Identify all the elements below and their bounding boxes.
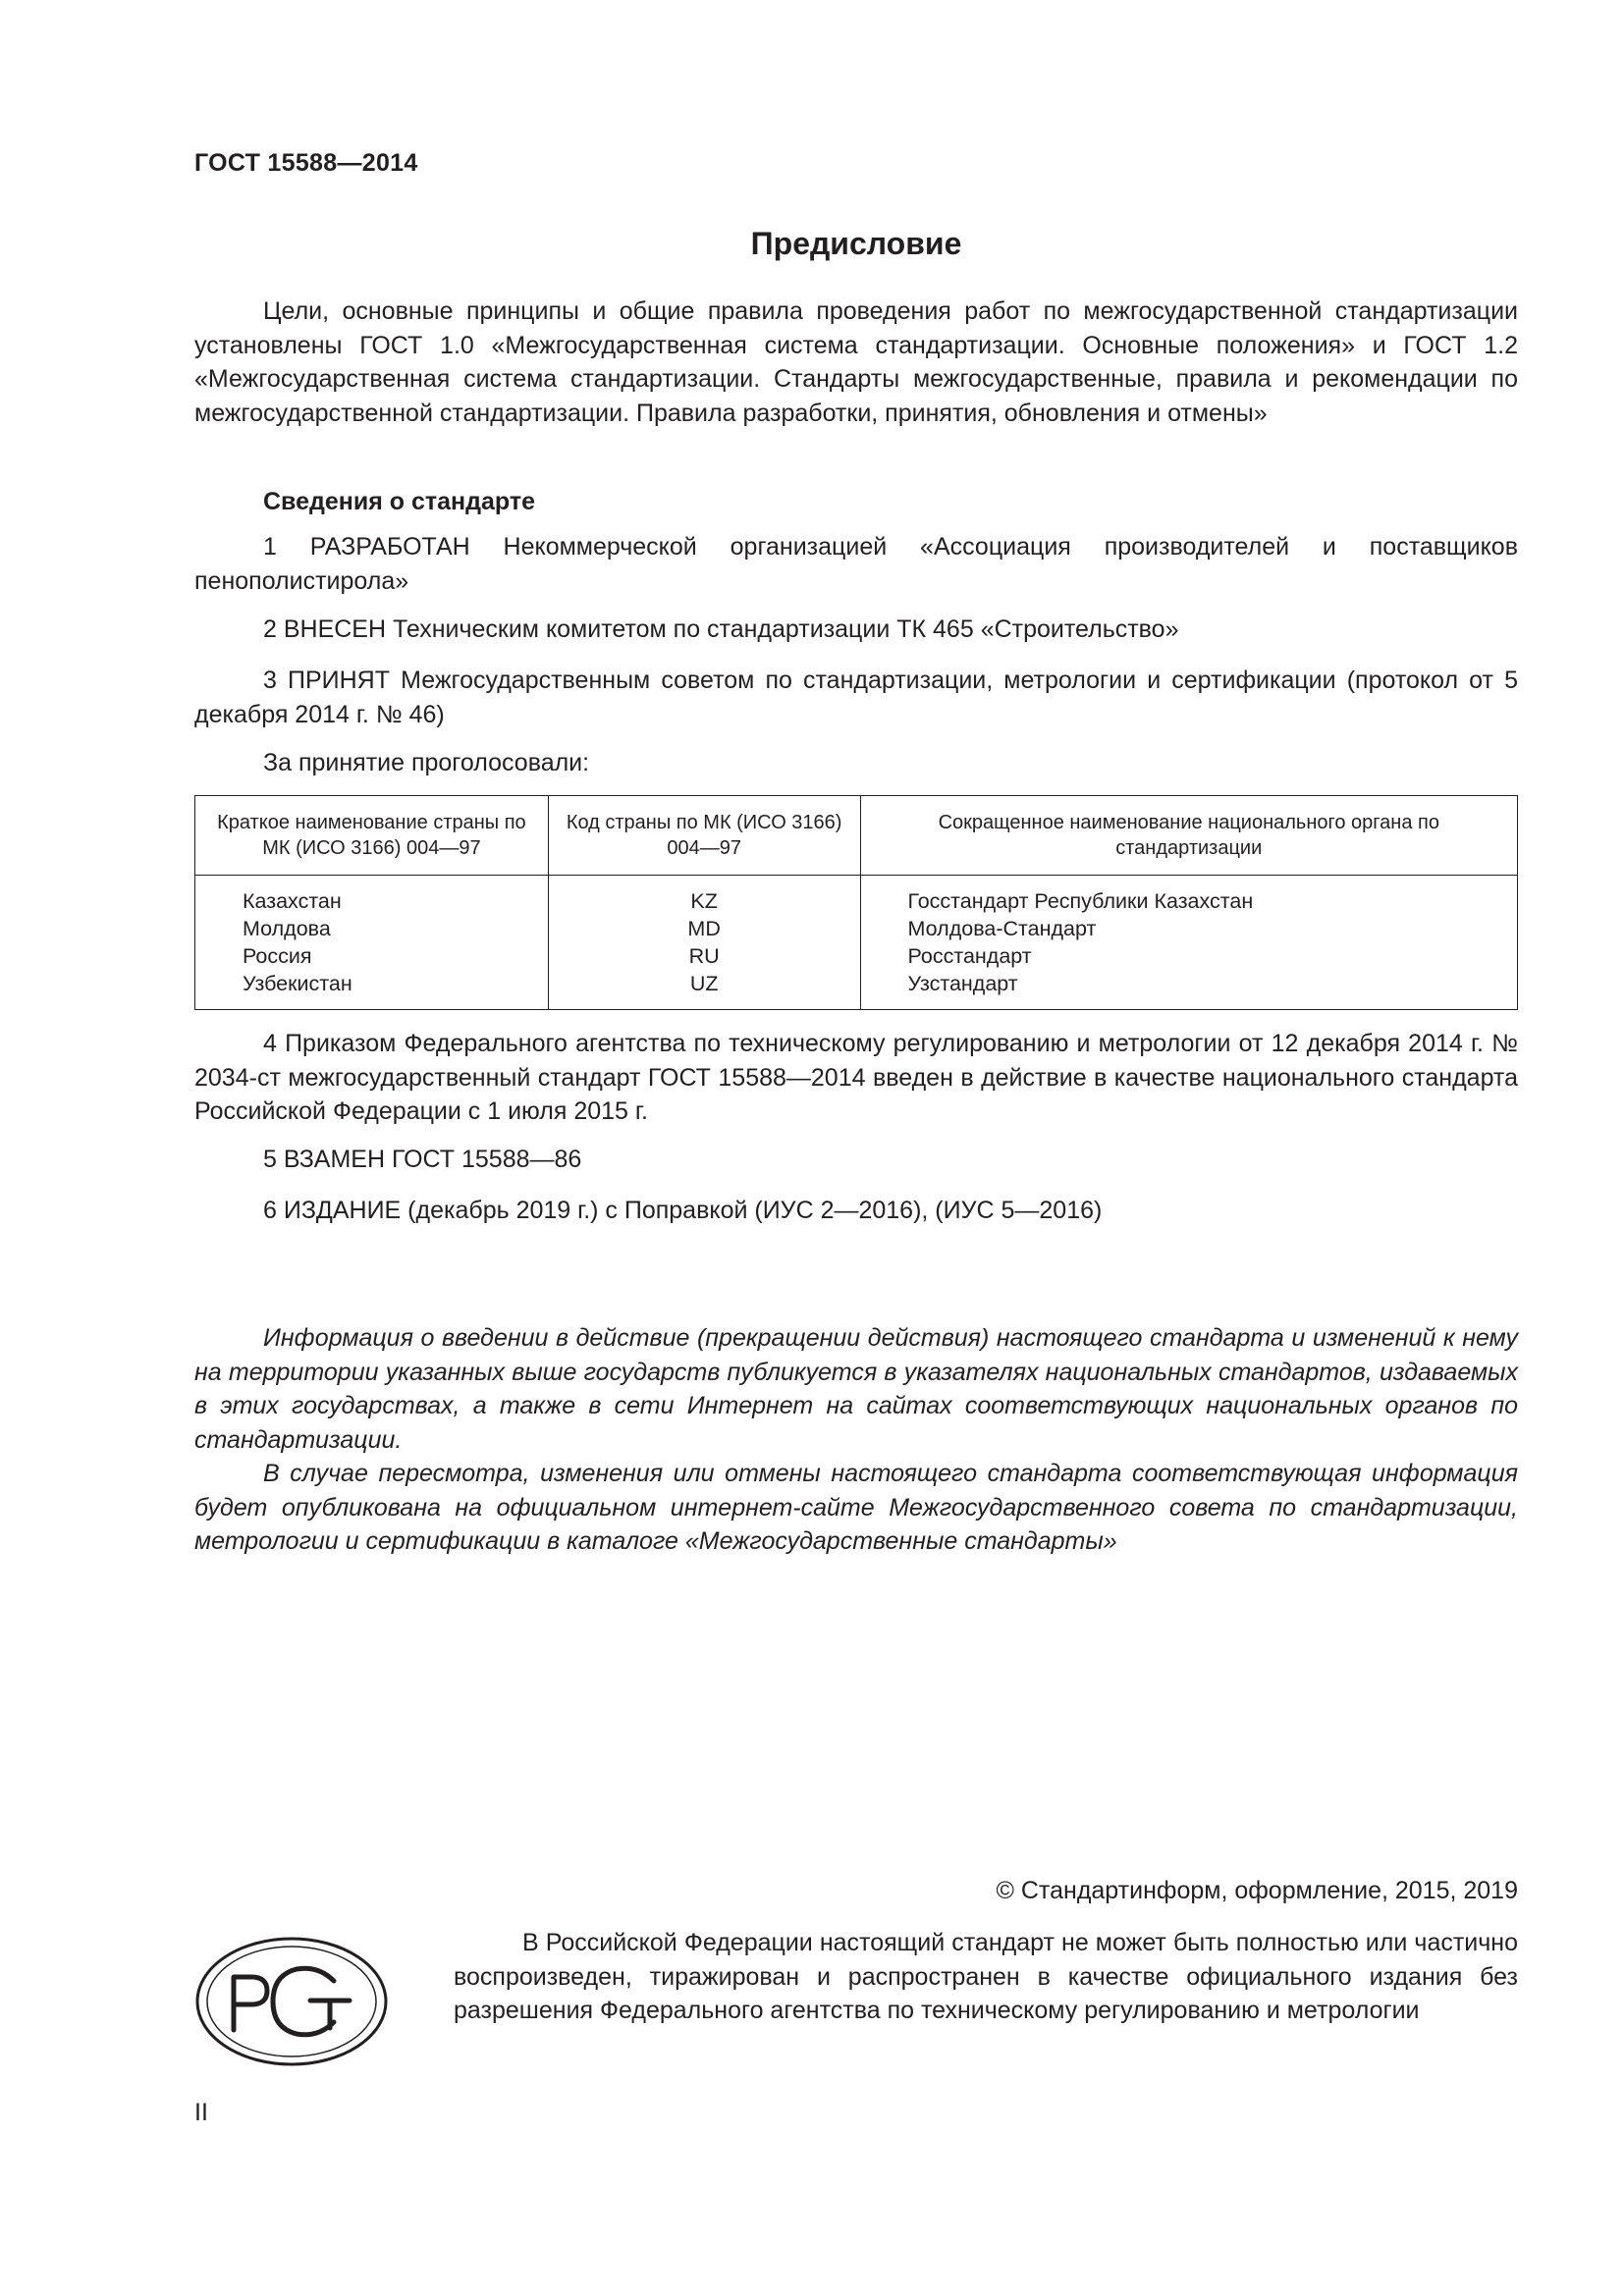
body-column <box>860 876 1517 1010</box>
voted-label-block <box>194 746 1518 780</box>
info-note: Информация о введении в действие (прекращении действия) настоящего стандарта и изменений к нему на территории указанных выше государств публикуется в указателях национальных стандартов, издаваемых в этих государствах, а также в сети Интернет на сайтах соответствующих национальных органов по стандартизации. <box>194 1324 1518 1454</box>
national-body: Молдова-Стандарт <box>907 917 1097 940</box>
intro-paragraph <box>194 294 1518 430</box>
rights-text: В Российской Федерации настоящий стандарт не может быть полностью или частично воспроизведен, тиражирован и распространен в качестве официального издания без разрешения Федерального агентства по техническому регулированию и метрологии <box>454 1929 1518 2024</box>
country-code: KZ <box>690 889 718 913</box>
table-header: Сокращенное наименование национального органа по стандартизации <box>860 796 1517 876</box>
country-name: Узбекистан <box>243 972 352 995</box>
item-3 <box>194 664 1518 731</box>
code-column <box>548 876 860 1010</box>
country-code: RU <box>688 944 720 968</box>
item-text: 4 Приказом Федерального агентства по техническому регулированию и метрологии от 12 декабря 2014 г. № 2034-ст межгосударственный стандарт ГОСТ 15588—2014 введен в действие в качестве национального стандарта Российской Федерации с 1 июля 2015 г. <box>194 1030 1518 1125</box>
national-body: Госстандарт Республики Казахстан <box>907 889 1254 913</box>
rst-certification-logo-icon <box>194 1936 389 2067</box>
national-body: Росстандарт <box>907 944 1032 968</box>
item-text: 5 ВЗАМЕН ГОСТ 15588—86 <box>263 1146 582 1173</box>
table-header: Краткое наименование страны по МК (ИСО 3166) 004—97 <box>195 796 549 876</box>
country-name: Молдова <box>243 917 331 940</box>
intro-text: Цели, основные принципы и общие правила проведения работ по межгосударственной стандартизации установлены ГОСТ 1.0 «Межгосударственная система стандартизации. Основные положения» и ГОСТ 1.2 «Межгосударственная система стандартизации. Стандарты межгосударственные, правила и рекомендации по межгосударственной стандартизации. Правила разработки, принятия, обновления и отмены» <box>194 297 1518 427</box>
country-name: Россия <box>243 944 312 968</box>
item-text: 6 ИЗДАНИЕ (декабрь 2019 г.) с Поправкой (ИУС 2—2016), (ИУС 5—2016) <box>263 1197 1103 1224</box>
item-6 <box>194 1194 1518 1228</box>
item-text: 1 РАЗРАБОТАН Некоммерческой организацией «Ассоциация производителей и поставщиков пенополистирола» <box>194 533 1518 595</box>
info-note: В случае пересмотра, изменения или отмены настоящего стандарта соответствующая информация будет опубликована на официальном интернет-сайте Межгосударственного совета по стандартизации, метрологии и сертификации в каталоге «Межгосударственные стандарты» <box>194 1460 1518 1555</box>
info-notes <box>194 1321 1518 1559</box>
page-number: II <box>194 2099 208 2126</box>
table-header-row <box>195 796 1518 876</box>
item-1 <box>194 530 1518 598</box>
item-text: 2 ВНЕСЕН Техническим комитетом по стандартизации ТК 465 «Строительство» <box>263 615 1179 643</box>
table-header: Код страны по МК (ИСО 3166) 004—97 <box>548 796 860 876</box>
country-name: Казахстан <box>243 889 342 913</box>
item-2 <box>194 613 1518 647</box>
copyright-line: © Стандартинформ, оформление, 2015, 2019 <box>996 1877 1518 1904</box>
standard-code: ГОСТ 15588—2014 <box>194 149 418 177</box>
item-text: 3 ПРИНЯТ Межгосударственным советом по стандартизации, метрологии и сертификации (протокол от 5 декабря 2014 г. № 46) <box>194 667 1518 728</box>
country-column <box>195 876 549 1010</box>
page-title: Предисловие <box>750 226 962 261</box>
item-4 <box>194 1027 1518 1129</box>
national-body: Узстандарт <box>907 972 1018 995</box>
country-code: UZ <box>689 972 719 995</box>
country-code: MD <box>687 917 721 940</box>
about-heading-block <box>194 485 1518 519</box>
item-5 <box>194 1143 1518 1177</box>
about-heading: Сведения о стандарте <box>263 488 536 515</box>
voted-label: За принятие проголосовали: <box>263 749 590 776</box>
voting-table <box>194 795 1518 1010</box>
table-row <box>195 876 1518 1010</box>
rights-notice <box>454 1926 1518 2028</box>
